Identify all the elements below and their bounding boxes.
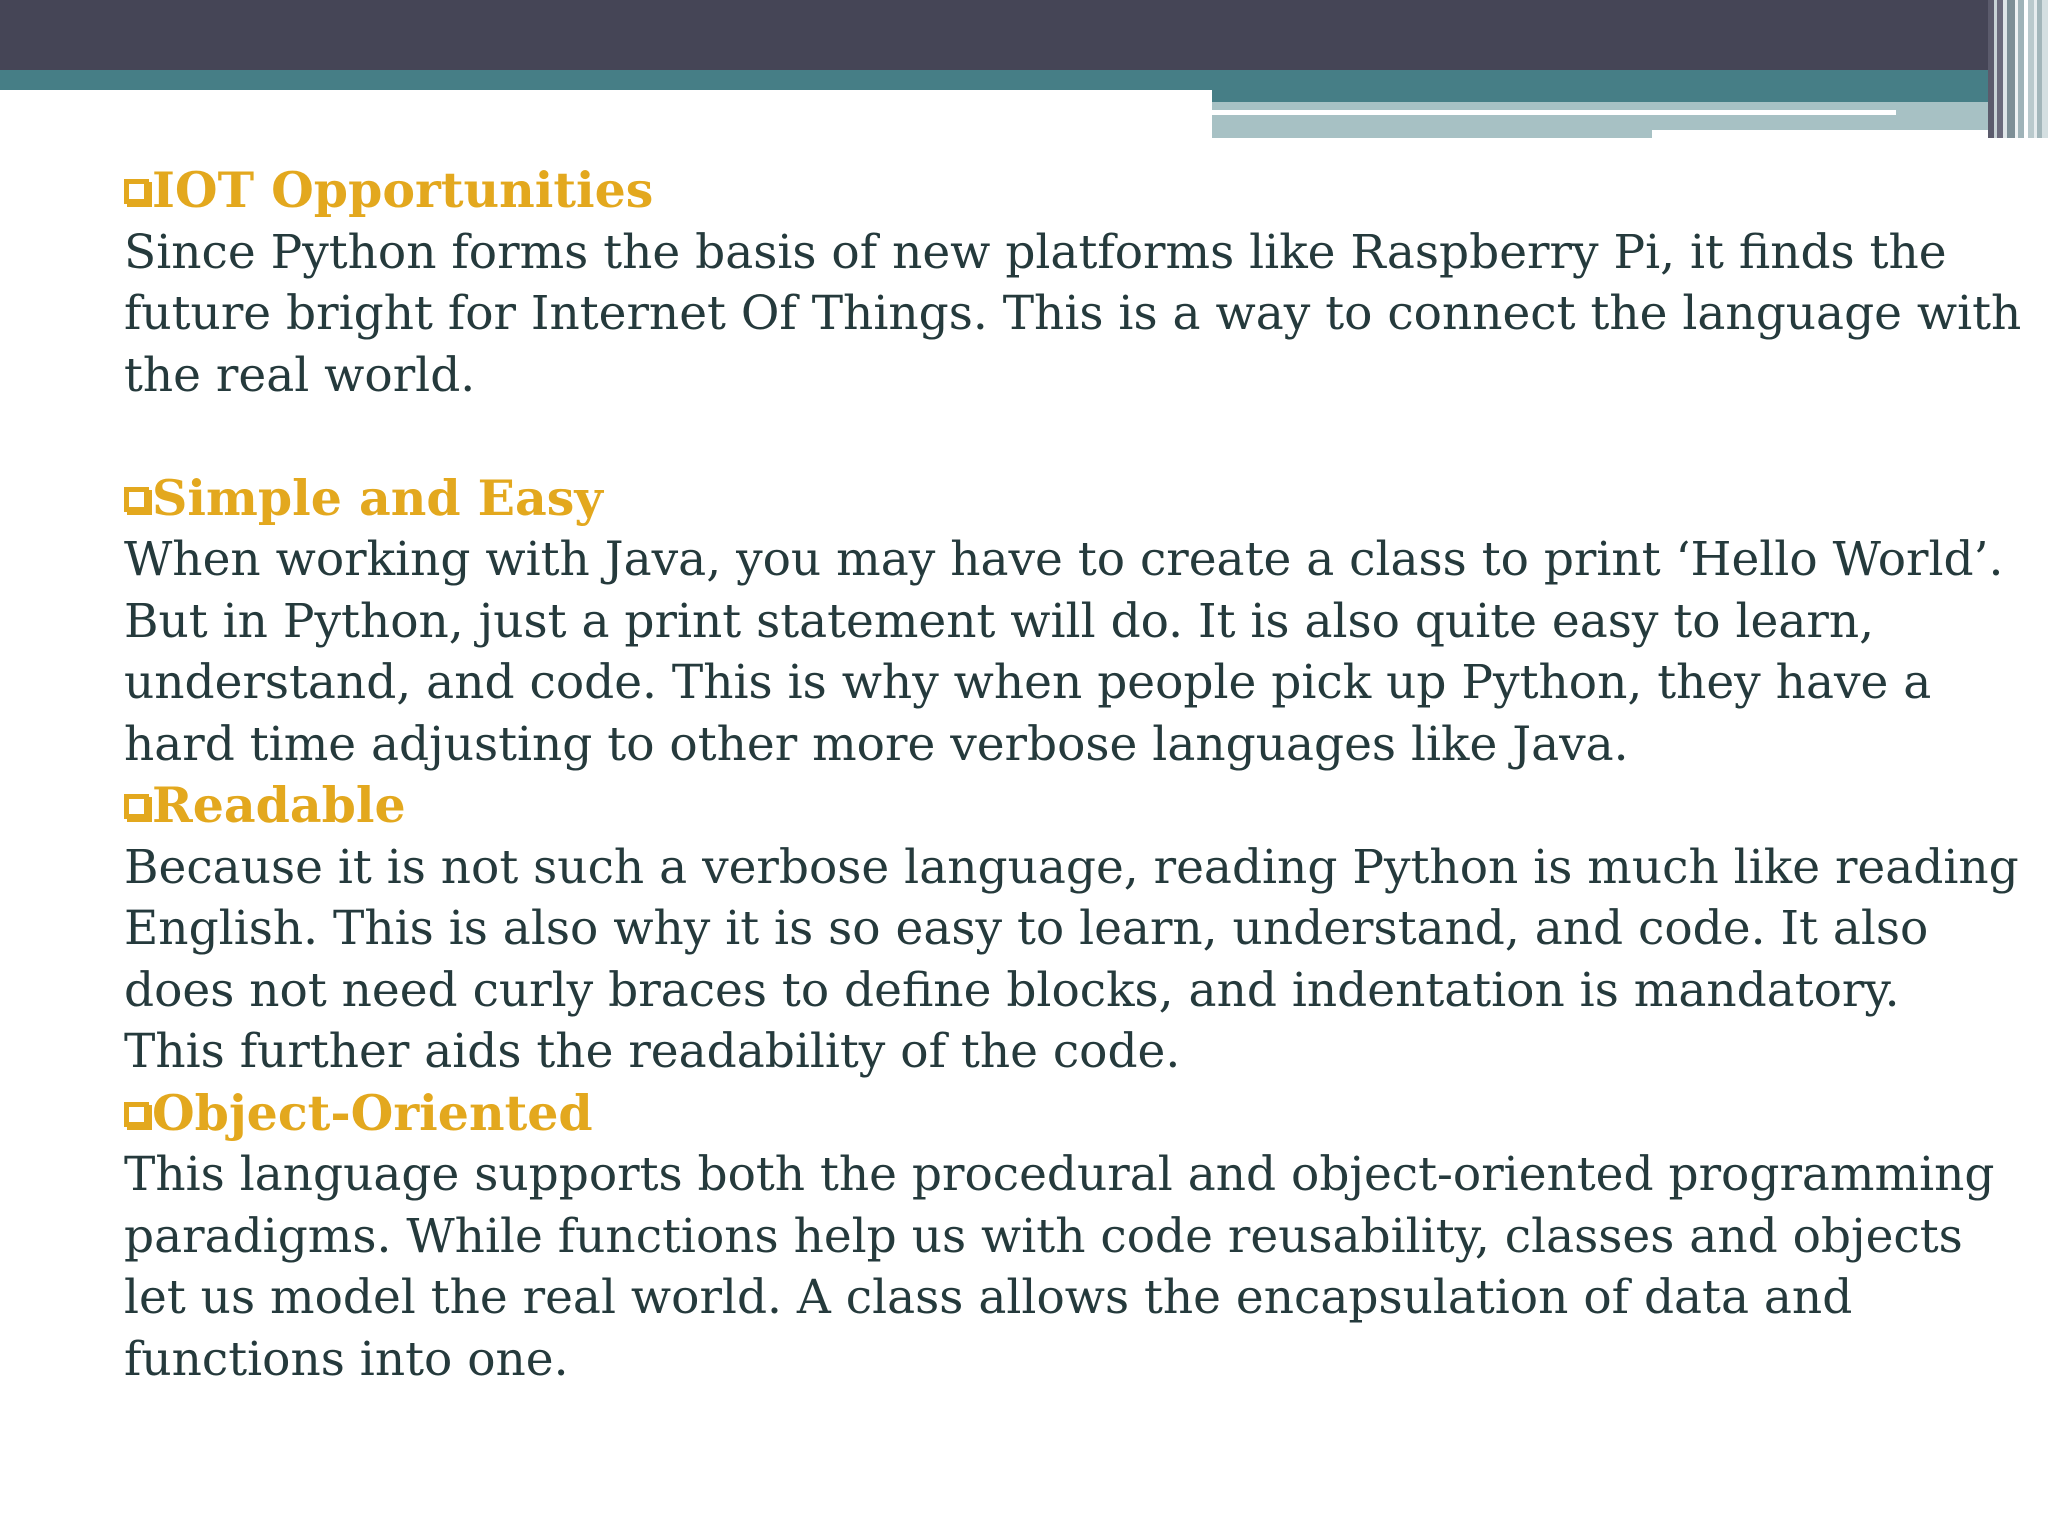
section-heading-text: Readable bbox=[152, 776, 406, 834]
body-line: This language supports both the procedural and object-oriented programming bbox=[124, 1147, 1995, 1202]
section-heading-text: IOT Opportunities bbox=[152, 161, 654, 219]
body-line: English. This is also why it is so easy to learn, understand, and code. It also bbox=[124, 901, 1929, 956]
body-line: Because it is not such a verbose language, reading Python is much like reading bbox=[124, 839, 2019, 895]
body-line: When working with Java, you may have to create a class to print ‘Hello World’. bbox=[124, 532, 2004, 587]
section-heading-text: Simple and Easy bbox=[152, 468, 603, 527]
header-dark-band bbox=[0, 0, 2048, 70]
section-readable bbox=[124, 775, 2019, 1083]
body-line: the real world. bbox=[124, 347, 476, 403]
header-accent-line bbox=[1212, 110, 1896, 115]
header-teal-band bbox=[0, 70, 2048, 90]
section-iot bbox=[124, 160, 2022, 406]
header-teal-step bbox=[1212, 90, 2048, 102]
body-line: This further aids the readability of the code. bbox=[124, 1024, 1181, 1079]
section-object-oriented bbox=[124, 1083, 1995, 1391]
checkbox-bullet-icon bbox=[124, 1102, 149, 1127]
section-heading-text: Object-Oriented bbox=[152, 1083, 593, 1142]
body-line: let us model the real world. A class allows the encapsulation of data and bbox=[124, 1270, 1853, 1325]
checkbox-bullet-icon bbox=[124, 179, 149, 204]
section-heading bbox=[124, 160, 1924, 222]
header-stripes bbox=[1988, 0, 2048, 138]
section-heading bbox=[124, 1083, 1924, 1145]
body-line: Since Python forms the basis of new platforms like Raspberry Pi, it finds the bbox=[124, 224, 1947, 280]
body-line: does not need curly braces to define blocks, and indentation is mandatory. bbox=[124, 962, 1900, 1018]
body-line: future bright for Internet Of Things. This is a way to connect the language with bbox=[124, 286, 2022, 341]
body-line: understand, and code. This is why when people pick up Python, they have a bbox=[124, 655, 1932, 710]
section-heading bbox=[124, 468, 1924, 530]
section-simple-easy bbox=[124, 468, 2004, 776]
section-heading bbox=[124, 775, 1924, 837]
checkbox-bullet-icon bbox=[124, 487, 149, 512]
body-line: hard time adjusting to other more verbose languages like Java. bbox=[124, 716, 1629, 772]
body-line: But in Python, just a print statement will do. It is also quite easy to learn, bbox=[124, 593, 1875, 649]
blank-line bbox=[124, 406, 1924, 468]
body-line: paradigms. While functions help us with code reusability, classes and objects bbox=[124, 1208, 1963, 1264]
slide-content bbox=[124, 160, 2022, 1390]
body-line: functions into one. bbox=[124, 1331, 569, 1387]
checkbox-bullet-icon bbox=[124, 794, 149, 819]
